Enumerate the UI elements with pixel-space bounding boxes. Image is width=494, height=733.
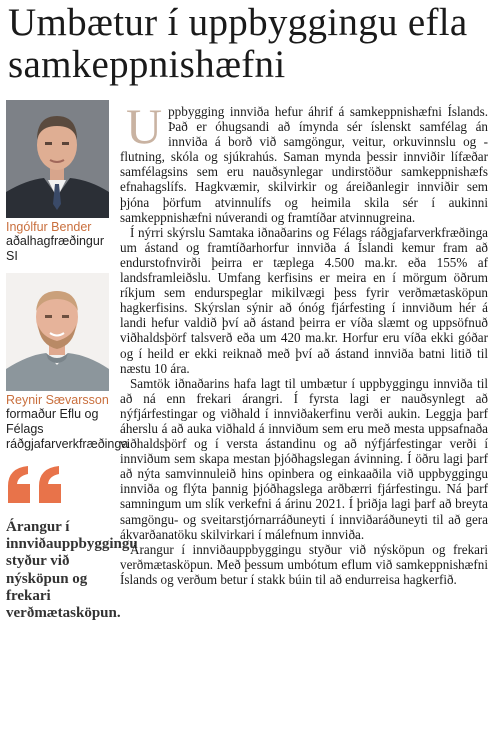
author-sidebar (6, 100, 138, 622)
paragraph-1 (120, 98, 488, 225)
author-photo-1 (6, 100, 109, 218)
drop-cap: U (126, 98, 163, 154)
author-role-1: aðalhagfræðingur SI (6, 234, 104, 263)
paragraph-1-text: ppbygging innviða hefur áhrif á samkeppnishæfni Íslands. Það er óhugsandi að ímynda sér íslenskt samfélag án innviða á borð við samgöngur, veitur, orkuvinnslu og -flutning, skóla og sjúkrahús. Saman mynda þessir innviðir lífæðar samfélagsins sem eru nauðsynlegar undirstöður samkeppnishæfs efnahagslífs. Hagkvæmir, skilvirkir og áreiðanlegir innviðir sem þjóna þörfum atvinnulífs og heimila skila sér í aukinni samkeppnishæfni núverandi og framtíðar atvinnugreina. (120, 104, 488, 225)
article-headline: Umbætur í uppbyggingu efla samkeppnishæfni (8, 1, 468, 86)
paragraph-3: Samtök iðnaðarins hafa lagt til umbætur í uppbyggingu innviða til að ná enn frekari árangri. Í fyrsta lagi er nauðsynlegt að nýfjárfestingar og viðhald í innviðakerfinu verði aukin. Leggja þarf áherslu á að auka viðhald á innviðum sem eru með mesta uppsafnaða viðhaldsþörf og í versta ástandinu og að nýfjárfestingar verði í innviðum sem skapa mestan þjóðhagslegan ávinning. Í öðru lagi þarf að nýta samvinnuleið hins opinbera og einkaaðila við uppbyggingu innviða og flýta þannig þjóðhagslega arðbærri fjárfestingu. Ná þarf samningum um slík verkefni á árinu 2021. Í þriðja lagi þarf að breyta samgöngu- og sveitarstjórnarráðuneyti í innviðaráðuneyti til að gera ákvarðanatöku skilvirkari í málefnum innviða. (120, 375, 488, 542)
author-name-2: Reynir Sævarsson (6, 393, 109, 407)
author-name-1: Ingólfur Bender (6, 220, 92, 234)
article-body (120, 98, 488, 587)
author-role-2: formaður Eflu og Félags ráðgjafarverkfræðinga (6, 407, 129, 451)
author-photo-2 (6, 273, 109, 391)
pull-quote: Árangur í innviðauppbyggingu styður við nýsköpun og frekari verðmætasköpun. (6, 519, 138, 622)
quote-icon (6, 466, 109, 509)
paragraph-2: Í nýrri skýrslu Samtaka iðnaðarins og Félags ráðgjafarverkfræðinga um ástand og framtíðarhorfur innviða á Íslandi kemur fram að endurstofnvirði þeirra er tæplega 4.500 ma.kr. eða 155% af landsframleiðslu. Umfang kerfisins er meira en í mörgum öðrum ríkjum sem endurspeglar mikilvægi þess fyrir verðmætasköpun hagkerfisins. Skýrslan sýnir að ónóg fjárfesting í innviðum hér á landi hefur valdið því að ástand þeirra er víða slæmt og uppsöfnuð viðhaldsþörf talsverð eða um 420 ma.kr. Horfur eru víða ekki góðar og í heild er ekki reiknað með því að ástand innviða batni litið til næstu 10 ára. (120, 224, 488, 376)
paragraph-4: Árangur í innviðauppbyggingu styður við nýsköpun og frekari verðmætasköpun. Með þessum umbótum eflum við samkeppnishæfni Íslands og verðum betur í stakk búin til að endurreisa hagkerfið. (120, 541, 488, 587)
